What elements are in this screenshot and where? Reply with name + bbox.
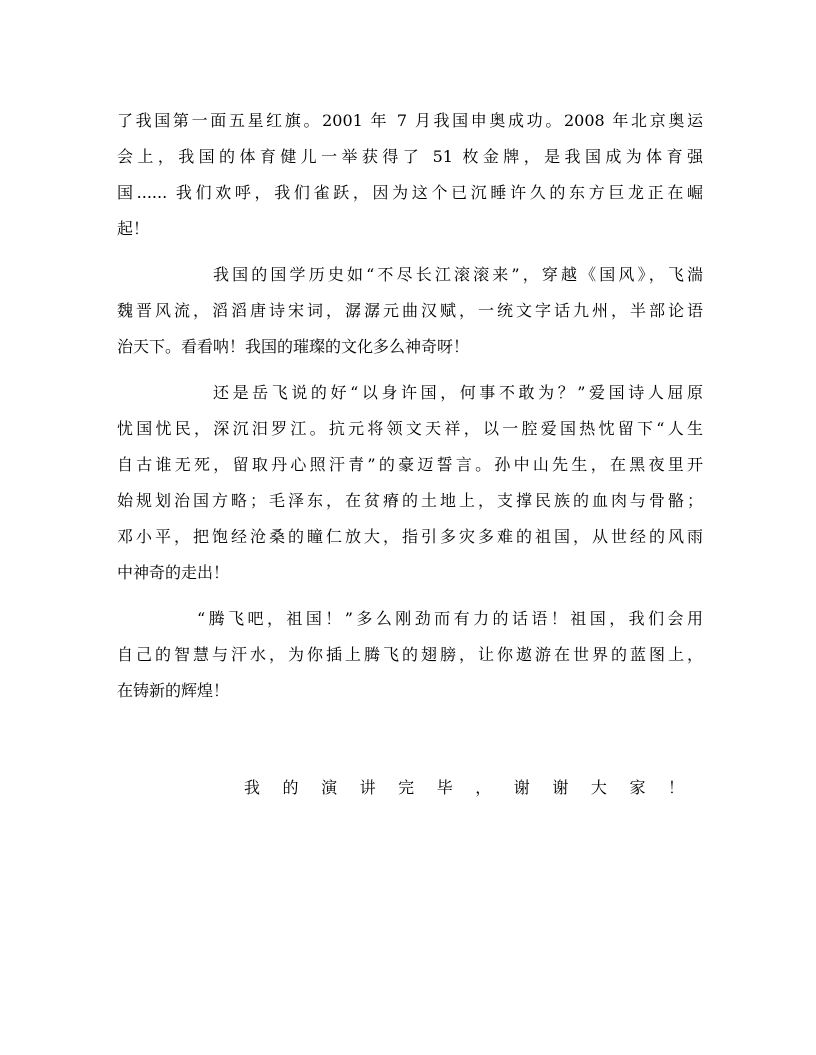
speech-body — [117, 103, 703, 709]
text-line: 始规划治国方略；毛泽东，在贫瘠的土地上，支撑民族的血肉与骨骼； — [117, 491, 703, 510]
text-line: 还是岳飞说的好“以身许国，何事不敢为？”爱国诗人屈原 — [213, 383, 703, 402]
text-line: 治天下。看看呐！我国的璀璨的文化多么神奇呀！ — [117, 337, 470, 356]
text-line: 我国的国学历史如“不尽长江滚滚来”，穿越《国风》，飞湍 — [213, 265, 703, 284]
paragraph-patriots — [117, 375, 703, 591]
text-line: 中神奇的走出！ — [117, 563, 230, 582]
closing-remark: 我的演讲完毕，谢谢大家！ — [244, 778, 686, 797]
text-line: 了我国第一面五星红旗。2001 年 7 月我国申奥成功。2008 年北京奥运 — [117, 111, 703, 130]
text-line: “腾飞吧，祖国！”多么刚劲而有力的话语！祖国，我们会用 — [197, 609, 703, 628]
paragraph-achievements — [117, 103, 703, 247]
text-line: 自古谁无死，留取丹心照汗青”的豪迈誓言。孙中山先生，在黑夜里开 — [117, 455, 703, 474]
paragraph-rise — [117, 601, 703, 709]
text-line: 邓小平，把饱经沧桑的瞳仁放大，指引多灾多难的祖国，从世经的风雨 — [117, 527, 703, 546]
text-line: 起！ — [117, 219, 150, 238]
text-line: 自己的智慧与汗水，为你插上腾飞的翅膀，让你遨游在世界的蓝图上， — [117, 645, 703, 664]
text-line: 魏晋风流，滔滔唐诗宋词，潺潺元曲汉赋，一统文字话九州，半部论语 — [117, 301, 703, 320]
text-line: 国...... 我们欢呼，我们雀跃，因为这个已沉睡许久的东方巨龙正在崛 — [117, 183, 703, 202]
paragraph-culture — [117, 257, 703, 365]
text-line: 在铸新的辉煌！ — [117, 681, 230, 700]
text-line: 会上，我国的体育健儿一举获得了 51 枚金牌，是我国成为体育强 — [117, 147, 703, 166]
text-line: 忧国忧民，深沉汨罗江。抗元将领文天祥，以一腔爱国热忱留下“人生 — [117, 419, 703, 438]
